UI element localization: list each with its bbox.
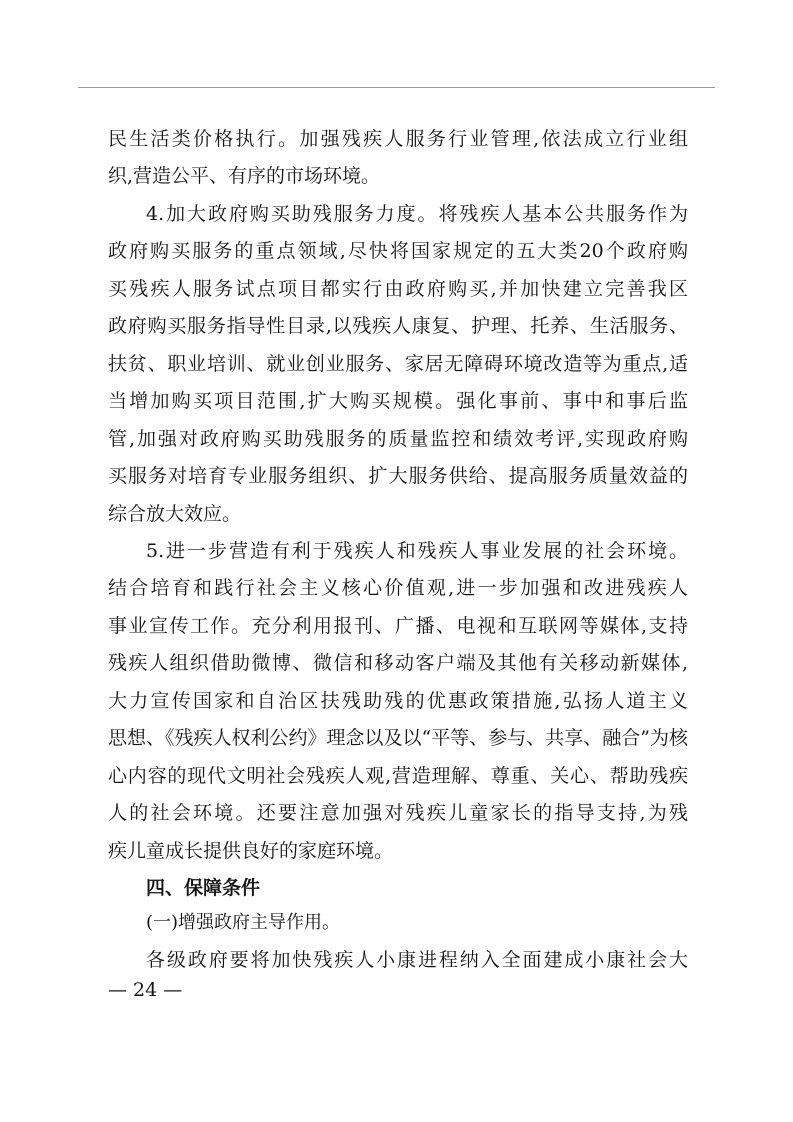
body-text-line: 当增加购买项目范围,扩大购买规模。强化事前、事中和事后监 — [108, 390, 688, 412]
body-text-line: 事业宣传工作。充分利用报刊、广播、电视和互联网等媒体,支持 — [108, 615, 688, 637]
body-text-line: 残疾人组织借助微博、微信和移动客户端及其他有关移动新媒体, — [108, 652, 688, 674]
body-text-line: 民生活类价格执行。加强残疾人服务行业管理,依法成立行业组 — [108, 128, 688, 150]
page-number: — 24 — — [108, 979, 183, 1001]
body-text-line: 买残疾人服务试点项目都实行由政府购买,并加快建立完善我区 — [108, 278, 688, 300]
header-rule — [78, 87, 715, 88]
subsection-heading: (一)增强政府主导作用。 — [146, 912, 341, 933]
body-text-line: 疾儿童成长提供良好的家庭环境。 — [108, 840, 394, 862]
body-text-line: 织,营造公平、有序的市场环境。 — [108, 165, 381, 187]
body-text-line: 4.加大政府购买助残服务力度。将残疾人基本公共服务作为 — [146, 203, 688, 225]
body-text-line: 扶贫、职业培训、就业创业服务、家居无障碍环境改造等为重点,适 — [108, 353, 688, 375]
body-text-line: 人的社会环境。还要注意加强对残疾儿童家长的指导支持,为残 — [108, 802, 688, 824]
body-text-line: 心内容的现代文明社会残疾人观,营造理解、尊重、关心、帮助残疾 — [108, 765, 688, 787]
body-text-line: 5.进一步营造有利于残疾人和残疾人事业发展的社会环境。 — [146, 540, 688, 562]
body-text-line: 大力宣传国家和自治区扶残助残的优惠政策措施,弘扬人道主义 — [108, 690, 688, 712]
body-text-line: 综合放大效应。 — [108, 503, 242, 525]
body-text-line: 政府购买服务指导性目录,以残疾人康复、护理、托养、生活服务、 — [108, 315, 688, 337]
body-text-line: 买服务对培育专业服务组织、扩大服务供给、提高服务质量效益的 — [108, 465, 688, 487]
body-text-line: 各级政府要将加快残疾人小康进程纳入全面建成小康社会大 — [146, 949, 688, 971]
body-text-line: 结合培育和践行社会主义核心价值观,进一步加强和改进残疾人 — [108, 577, 688, 599]
body-text-line: 思想、《残疾人权利公约》理念以及以“平等、参与、共享、融合”为核 — [108, 727, 688, 749]
section-heading: 四、保障条件 — [146, 877, 261, 899]
body-text-line: 政府购买服务的重点领域,尽快将国家规定的五大类20个政府购 — [108, 240, 688, 262]
body-text-line: 管,加强对政府购买助残服务的质量监控和绩效考评,实现政府购 — [108, 428, 688, 450]
